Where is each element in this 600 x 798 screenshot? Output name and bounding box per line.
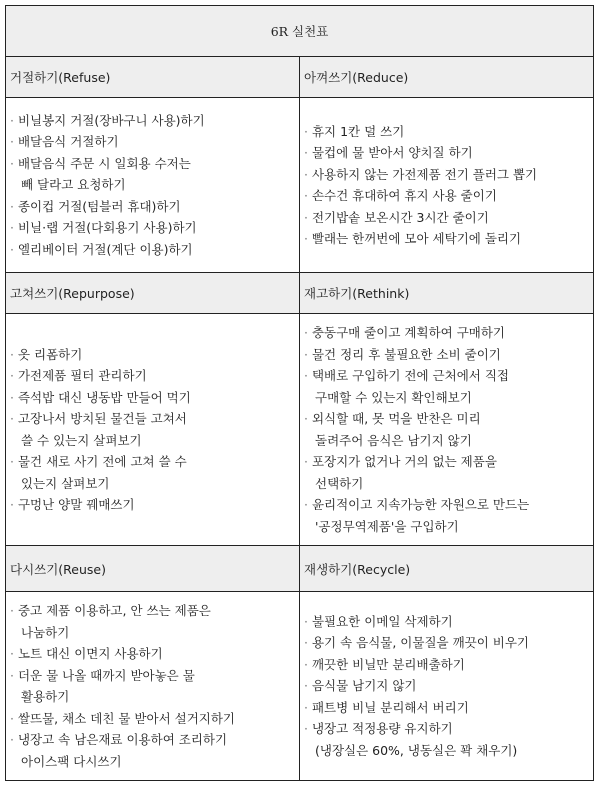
- section-body: [6, 314, 300, 546]
- list-item: · 택배로 구입하기 전에 근처에서 직접 구매할 수 있는지 확인해보기: [304, 365, 589, 408]
- table-title: 6R 실천표: [6, 6, 594, 57]
- list-item: · 빨래는 한꺼번에 모아 세탁기에 돌리기: [304, 228, 589, 250]
- list-item: · 손수건 휴대하여 휴지 사용 줄이기: [304, 185, 589, 207]
- list-item: · 배달음식 주문 시 일회용 수저는 빼 달라고 요청하기: [10, 153, 295, 196]
- list-item: · 쌀뜨물, 채소 데친 물 받아서 설거지하기: [10, 708, 295, 730]
- item-list: [10, 600, 295, 772]
- list-item: · 냉장고 적정용량 유지하기 (냉장실은 60%, 냉동실은 꽉 채우기): [304, 718, 589, 761]
- list-item: · 냉장고 속 남은재료 이용하여 조리하기 아이스팩 다시쓰기: [10, 729, 295, 772]
- section-heading-repurpose: 고쳐쓰기(Repurpose): [6, 273, 300, 314]
- list-item: · 포장지가 없거나 거의 없는 제품을 선택하기: [304, 451, 589, 494]
- list-item: · 즉석밥 대신 냉동밥 만들어 먹기: [10, 387, 295, 409]
- section-body: [300, 98, 594, 273]
- list-item: · 깨끗한 비닐만 분리배출하기: [304, 654, 589, 676]
- list-item: · 엘리베이터 거절(계단 이용)하기: [10, 239, 295, 261]
- list-item: · 비닐·랩 거절(다회용기 사용)하기: [10, 217, 295, 239]
- list-item: · 물건 새로 사기 전에 고쳐 쓸 수 있는지 살펴보기: [10, 451, 295, 494]
- section-body: [6, 592, 300, 781]
- list-item: · 더운 물 나올 때까지 받아놓은 물 활용하기: [10, 665, 295, 708]
- item-list: [304, 121, 589, 250]
- list-item: · 충동구매 줄이고 계획하여 구매하기: [304, 322, 589, 344]
- section-body: [300, 314, 594, 546]
- item-list: [304, 322, 589, 537]
- section-body: [6, 98, 300, 273]
- list-item: · 노트 대신 이면지 사용하기: [10, 643, 295, 665]
- list-item: · 물건 정리 후 불필요한 소비 줄이기: [304, 344, 589, 366]
- list-item: · 휴지 1칸 덜 쓰기: [304, 121, 589, 143]
- list-item: · 불필요한 이메일 삭제하기: [304, 611, 589, 633]
- list-item: · 고장나서 방치된 물건들 고쳐서 쓸 수 있는지 살펴보기: [10, 408, 295, 451]
- section-heading-refuse: 거절하기(Refuse): [6, 57, 300, 98]
- list-item: · 종이컵 거절(텀블러 휴대)하기: [10, 196, 295, 218]
- list-item: · 가전제품 필터 관리하기: [10, 365, 295, 387]
- list-item: · 용기 속 음식물, 이물질을 깨끗이 비우기: [304, 632, 589, 654]
- list-item: · 물컵에 물 받아서 양치질 하기: [304, 142, 589, 164]
- item-list: [304, 611, 589, 762]
- list-item: · 패트병 비닐 분리해서 버리기: [304, 697, 589, 719]
- list-item: · 사용하지 않는 가전제품 전기 플러그 뽑기: [304, 164, 589, 186]
- list-item: · 외식할 때, 못 먹을 반찬은 미리 돌려주어 음식은 남기지 않기: [304, 408, 589, 451]
- section-heading-rethink: 재고하기(Rethink): [300, 273, 594, 314]
- list-item: · 윤리적이고 지속가능한 자원으로 만드는 '공정무역제품'을 구입하기: [304, 494, 589, 537]
- section-heading-recycle: 재생하기(Recycle): [300, 546, 594, 592]
- item-list: [10, 344, 295, 516]
- section-heading-reuse: 다시쓰기(Reuse): [6, 546, 300, 592]
- list-item: · 전기밥솥 보온시간 3시간 줄이기: [304, 207, 589, 229]
- list-item: · 비닐봉지 거절(장바구니 사용)하기: [10, 110, 295, 132]
- list-item: · 옷 리폼하기: [10, 344, 295, 366]
- section-body: [300, 592, 594, 781]
- list-item: · 배달음식 거절하기: [10, 131, 295, 153]
- list-item: · 음식물 남기지 않기: [304, 675, 589, 697]
- six-r-practice-table: [5, 5, 594, 781]
- list-item: · 구멍난 양말 꿰매쓰기: [10, 494, 295, 516]
- item-list: [10, 110, 295, 261]
- list-item: · 중고 제품 이용하고, 안 쓰는 제품은 나눔하기: [10, 600, 295, 643]
- section-heading-reduce: 아껴쓰기(Reduce): [300, 57, 594, 98]
